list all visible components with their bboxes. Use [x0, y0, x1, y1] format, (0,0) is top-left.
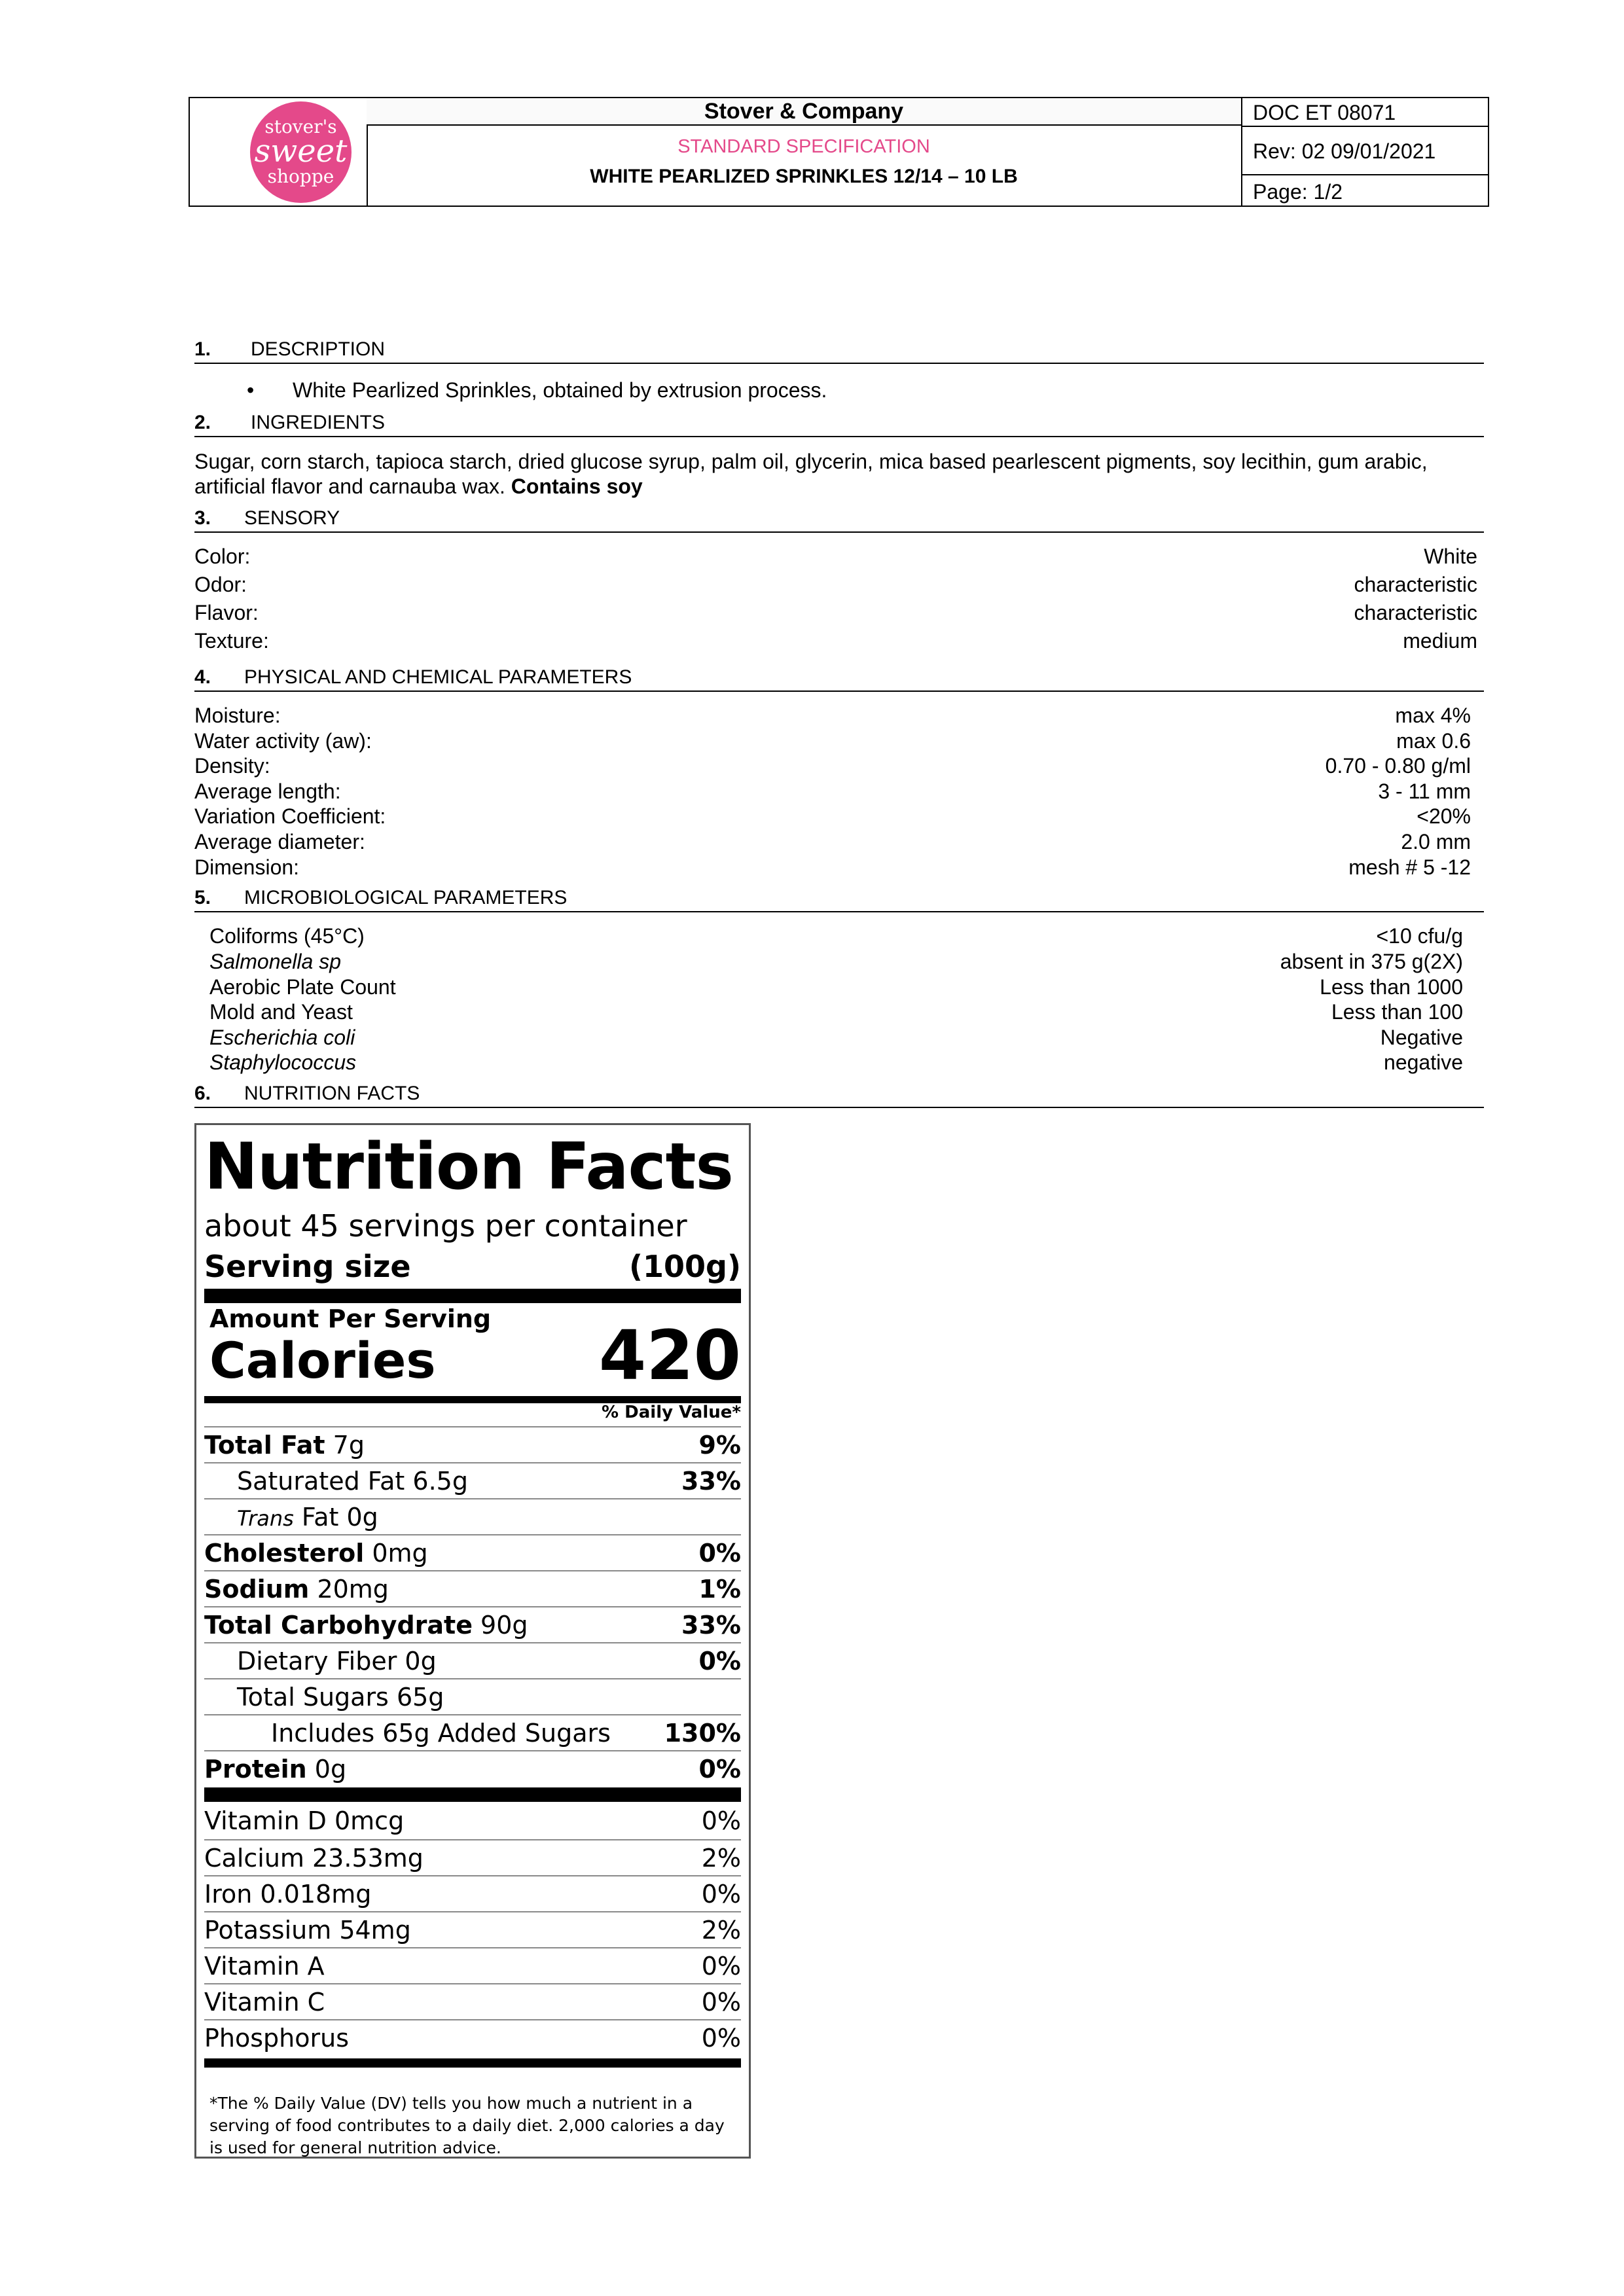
- revision: Rev: 02 09/01/2021: [1242, 127, 1488, 175]
- vitamin-row: [204, 2019, 741, 2056]
- vitamin-name: Potassium 54mg: [204, 1916, 411, 1945]
- micro-value: negative: [1384, 1050, 1463, 1074]
- nutrient-row: [204, 1750, 741, 1787]
- nutrient-name: [204, 1607, 528, 1643]
- physical-value: 2.0 mm: [1401, 830, 1471, 853]
- nutrient-pct: 0%: [698, 1755, 741, 1784]
- nutrient-row: [204, 1642, 741, 1679]
- vitamin-pct: 0%: [701, 1806, 741, 1835]
- vitamin-row: [204, 1911, 741, 1948]
- section-title: INGREDIENTS: [251, 412, 386, 433]
- vitamin-pct: 0%: [701, 1880, 741, 1909]
- vitamin-name: Vitamin C: [204, 1988, 325, 2017]
- nutrient-bold: Total Fat: [204, 1431, 325, 1460]
- sensory-key: Odor:: [194, 573, 247, 596]
- nutrient-pct: 0%: [698, 1539, 741, 1568]
- physical-value: max 0.6: [1396, 729, 1471, 753]
- doc-number: DOC ET 08071: [1242, 98, 1488, 127]
- logo-line-3: shoppe: [267, 166, 334, 187]
- logo-line-1: stover's: [264, 116, 337, 137]
- section-number: 1.: [194, 338, 211, 360]
- section-title: DESCRIPTION: [251, 338, 386, 360]
- serving-size: [204, 1249, 741, 1283]
- nutrient-pct: 130%: [664, 1719, 741, 1748]
- calories-label: Calories: [209, 1331, 436, 1390]
- nutrient-amount: 20mg: [309, 1575, 389, 1604]
- micro-value: Negative: [1380, 1026, 1463, 1049]
- company-name: Stover & Company: [367, 98, 1241, 126]
- nutrient-pct: 0%: [698, 1647, 741, 1676]
- nutrient-bold: Cholesterol: [204, 1539, 365, 1568]
- section-title: NUTRITION FACTS: [244, 1083, 420, 1104]
- vitamin-row: [204, 1839, 741, 1876]
- serving-size-value: (100g): [629, 1249, 741, 1284]
- physical-key: Average length:: [194, 780, 341, 803]
- section-title: MICROBIOLOGICAL PARAMETERS: [244, 887, 568, 908]
- description-text: White Pearlized Sprinkles, obtained by extrusion process.: [293, 378, 827, 402]
- vitamin-pct: 2%: [701, 1844, 741, 1873]
- physical-value: max 4%: [1395, 704, 1471, 727]
- nutrient-amount: 0mg: [364, 1539, 428, 1568]
- physical-key: Water activity (aw):: [194, 729, 372, 753]
- section-description-heading: [194, 336, 1484, 364]
- logo-line-2: sweet: [254, 133, 348, 170]
- nutrient-row: [204, 1678, 741, 1715]
- micro-value: <10 cfu/g: [1376, 924, 1463, 948]
- section-micro-heading: [194, 885, 1484, 912]
- sensory-value: medium: [1403, 629, 1477, 653]
- nutrient-name: Saturated Fat 6.5g: [237, 1467, 468, 1496]
- nutrient-name: [204, 1571, 389, 1607]
- nutrient-row: [204, 1606, 741, 1643]
- page-number: Page: 1/2: [1253, 180, 1343, 204]
- sensory-value: characteristic: [1354, 601, 1477, 624]
- micro-value: Less than 100: [1331, 1000, 1463, 1024]
- nutrient-amount: Fat 0g: [293, 1503, 378, 1532]
- physical-value: 0.70 - 0.80 g/ml: [1325, 754, 1471, 778]
- nutrient-row: [204, 1498, 741, 1535]
- physical-value: <20%: [1416, 804, 1471, 828]
- vitamin-row: [204, 1983, 741, 2020]
- sensory-key: Texture:: [194, 629, 269, 653]
- micro-value: absent in 375 g(2X): [1280, 950, 1463, 973]
- nutrient-row: [204, 1534, 741, 1571]
- nutrition-facts-label: [194, 1123, 751, 2159]
- product-name: WHITE PEARLIZED SPRINKLES 12/14 – 10 LB: [590, 166, 1018, 187]
- nutrient-bold: Sodium: [204, 1575, 310, 1604]
- sensory-key: Color:: [194, 545, 251, 568]
- nutrient-name: [204, 1427, 365, 1463]
- serving-size-label: Serving size: [204, 1249, 411, 1284]
- nutrient-pct: 1%: [698, 1575, 741, 1604]
- nutrient-name: [237, 1499, 378, 1537]
- document-header: [189, 97, 1489, 207]
- physical-key: Variation Coefficient:: [194, 804, 386, 828]
- sensory-value: White: [1424, 545, 1477, 568]
- ingredients-list: Sugar, corn starch, tapioca starch, dried glucose syrup, palm oil, glycerin, mica based pearlescent pigments, soy lecithin, gum arabic, artificial flavor and carnauba wax.: [194, 450, 1428, 498]
- section-title: PHYSICAL AND CHEMICAL PARAMETERS: [244, 666, 632, 688]
- section-number: 5.: [194, 887, 211, 908]
- section-title: SENSORY: [244, 507, 340, 529]
- daily-value-footnote: *The % Daily Value (DV) tells you how much a nutrient in a serving of food contributes to a daily diet. 2,000 calories a day is used for general nutrition advice.: [209, 2094, 725, 2157]
- nutrient-row: [204, 1570, 741, 1607]
- micro-key: Coliforms (45°C): [209, 924, 365, 948]
- vitamin-row: [204, 1803, 741, 1839]
- vitamin-name: Phosphorus: [204, 2024, 350, 2053]
- vitamin-name: Calcium 23.53mg: [204, 1844, 424, 1873]
- micro-value: Less than 1000: [1320, 975, 1463, 999]
- physical-value: 3 - 11 mm: [1378, 780, 1471, 803]
- vitamin-row: [204, 1875, 741, 1912]
- physical-value: mesh # 5 -12: [1348, 855, 1471, 879]
- vitamin-pct: 0%: [701, 1988, 741, 2017]
- micro-key: Aerobic Plate Count: [209, 975, 396, 999]
- spec-type: STANDARD SPECIFICATION: [677, 136, 930, 157]
- section-number: 6.: [194, 1083, 211, 1104]
- nutrient-row: [204, 1426, 741, 1463]
- vitamin-name: Vitamin D 0mcg: [204, 1806, 405, 1835]
- thick-divider: [204, 1289, 741, 1303]
- nutrient-name: [204, 1751, 346, 1787]
- nutrient-row: [204, 1462, 741, 1499]
- section-ingredients-heading: [194, 410, 1484, 437]
- section-nutrition-heading: [194, 1081, 1484, 1108]
- section-sensory-heading: [194, 505, 1484, 533]
- vitamin-pct: 2%: [701, 1916, 741, 1945]
- vitamin-pct: 0%: [701, 1952, 741, 1981]
- section-physical-heading: [194, 664, 1484, 692]
- medium-divider: [204, 2058, 741, 2068]
- nutrient-italic: Trans: [237, 1506, 294, 1531]
- nutrient-amount: 7g: [325, 1431, 365, 1460]
- section-number: 4.: [194, 666, 211, 688]
- calories-value: 420: [598, 1316, 741, 1395]
- nutrient-name: Total Sugars 65g: [237, 1683, 444, 1712]
- thick-divider: [204, 1787, 741, 1802]
- nutrient-amount: 90g: [472, 1611, 528, 1640]
- nutrient-bold: Protein: [204, 1755, 307, 1784]
- allergen-statement: Contains soy: [511, 475, 643, 498]
- sensory-key: Flavor:: [194, 601, 259, 624]
- nutrient-row: [204, 1714, 741, 1751]
- nutrient-name: Includes 65g Added Sugars: [271, 1719, 611, 1748]
- ingredients-text: [194, 449, 1484, 499]
- daily-value-header: % Daily Value*: [602, 1403, 741, 1422]
- micro-key: Salmonella sp: [209, 950, 341, 973]
- physical-key: Density:: [194, 754, 270, 778]
- micro-key: Mold and Yeast: [209, 1000, 353, 1024]
- company-logo: [250, 101, 352, 203]
- vitamin-name: Iron 0.018mg: [204, 1880, 372, 1909]
- vitamin-pct: 0%: [701, 2024, 741, 2053]
- servings-per-container: about 45 servings per container: [204, 1208, 687, 1244]
- logo-cell: [190, 98, 368, 206]
- micro-key: Escherichia coli: [209, 1026, 355, 1049]
- doc-info-cell: [1242, 98, 1488, 206]
- section-number: 2.: [194, 412, 211, 433]
- micro-key: Staphylococcus: [209, 1050, 357, 1074]
- nutrient-pct: 33%: [681, 1467, 741, 1496]
- physical-key: Average diameter:: [194, 830, 365, 853]
- amount-per-serving: Amount Per Serving: [209, 1304, 492, 1333]
- nutrient-pct: 9%: [698, 1431, 741, 1460]
- nutrient-bold: Total Carbohydrate: [204, 1611, 473, 1640]
- bullet-icon: •: [247, 378, 255, 402]
- vitamin-name: Vitamin A: [204, 1952, 325, 1981]
- title-cell: [367, 98, 1242, 206]
- physical-key: Dimension:: [194, 855, 300, 879]
- section-number: 3.: [194, 507, 211, 529]
- sensory-value: characteristic: [1354, 573, 1477, 596]
- nutrition-title: Nutrition Facts: [204, 1130, 733, 1204]
- nutrient-amount: 0g: [306, 1755, 347, 1784]
- physical-key: Moisture:: [194, 704, 281, 727]
- vitamin-row: [204, 1947, 741, 1984]
- nutrient-name: Dietary Fiber 0g: [237, 1647, 437, 1676]
- nutrient-name: [204, 1535, 428, 1571]
- nutrient-pct: 33%: [681, 1611, 741, 1640]
